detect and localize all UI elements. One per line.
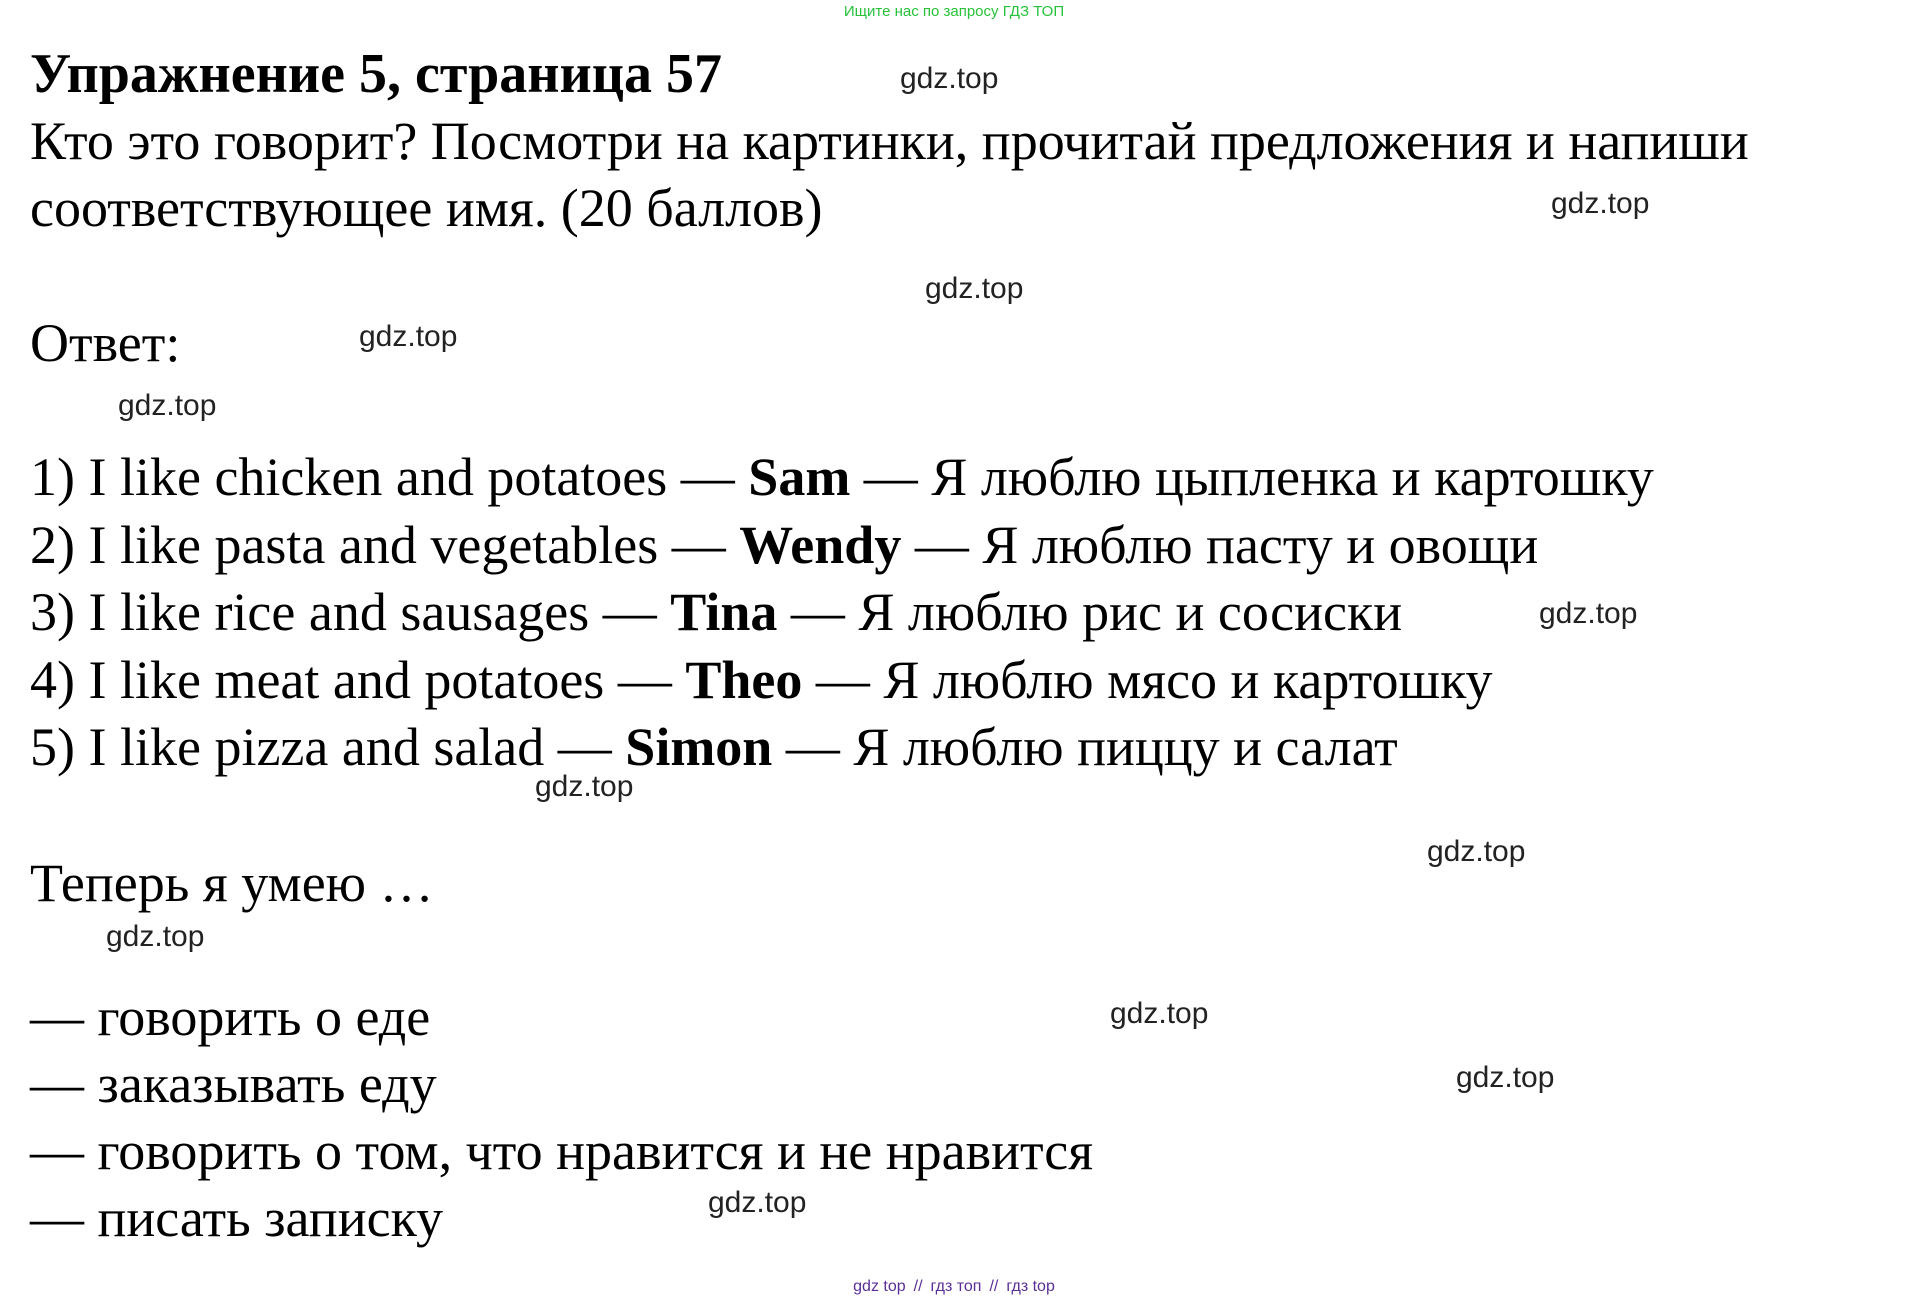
task-text — [30, 108, 1920, 242]
answer-item — [30, 579, 1654, 647]
answer-number: 3) — [30, 582, 75, 642]
watermark: gdz.top — [359, 320, 458, 353]
answer-dash: — — [790, 582, 845, 642]
answer-dash: — — [617, 649, 672, 710]
answer-label: Ответ: — [30, 313, 181, 373]
answer-english: I like rice and sausages — [88, 582, 590, 642]
answer-number: 2) — [30, 514, 75, 575]
answer-item — [30, 512, 1654, 580]
watermark: gdz.top — [900, 62, 999, 95]
bottom-banner-separator: // — [989, 1278, 999, 1295]
answer-russian: Я люблю пасту и овощи — [982, 514, 1539, 575]
answer-number: 5) — [30, 717, 75, 777]
answer-dash: — — [671, 514, 726, 575]
top-banner — [0, 3, 1918, 20]
skill-item: — писать записку — [30, 1188, 444, 1248]
answer-dash: — — [815, 649, 870, 710]
answer-english: I like meat and potatoes — [88, 649, 605, 710]
exercise-title: Упражнение 5, страница 57 — [30, 43, 723, 105]
answer-english: I like pizza and salad — [88, 717, 545, 777]
answer-number: 4) — [30, 649, 75, 710]
watermark: gdz.top — [535, 770, 634, 803]
answer-list — [30, 444, 1654, 782]
answer-dash: — — [914, 514, 969, 575]
watermark: gdz.top — [1551, 187, 1650, 220]
top-banner-text: Ищите нас по запросу ГДЗ ТОП — [843, 3, 1065, 20]
bottom-banner-part: гдз топ — [930, 1278, 982, 1295]
answer-name: Wendy — [739, 514, 902, 575]
watermark: gdz.top — [106, 920, 205, 953]
answer-dash: — — [863, 447, 918, 507]
answer-name: Simon — [625, 717, 773, 777]
answer-name: Theo — [685, 649, 803, 710]
task-line-1: Кто это говорит? Посмотри на картинки, прочитай предложения и напиши — [30, 111, 1749, 171]
bottom-banner-part: gdz top — [853, 1278, 906, 1295]
answer-dash: — — [557, 717, 612, 777]
bottom-banner-separator: // — [913, 1278, 923, 1295]
answer-russian: Я люблю рис и сосиски — [858, 582, 1403, 642]
skill-item: — заказывать еду — [30, 1054, 437, 1114]
skill-item: — говорить о еде — [30, 987, 431, 1047]
bottom-banner — [0, 1278, 1918, 1296]
watermark: gdz.top — [1110, 997, 1209, 1030]
watermark: gdz.top — [925, 272, 1024, 305]
answer-english: I like pasta and vegetables — [88, 514, 659, 575]
answer-russian: Я люблю цыпленка и картошку — [931, 447, 1654, 507]
answer-english: I like chicken and potatoes — [88, 447, 668, 507]
bottom-banner-part: гдз top — [1006, 1278, 1055, 1295]
answer-dash: — — [785, 717, 840, 777]
watermark: gdz.top — [1456, 1061, 1555, 1094]
answer-name: Sam — [748, 447, 851, 507]
answer-russian: Я люблю пиццу и салат — [853, 717, 1398, 777]
summary-label: Теперь я умею … — [30, 853, 434, 913]
answer-item — [30, 714, 1654, 782]
watermark: gdz.top — [1427, 835, 1526, 868]
answer-dash: — — [602, 582, 657, 642]
skill-item: — говорить о том, что нравится и не нравится — [30, 1121, 1094, 1181]
answer-russian: Я люблю мясо и картошку — [883, 649, 1493, 710]
answer-number: 1) — [30, 447, 75, 507]
watermark: gdz.top — [118, 389, 217, 422]
answer-dash: — — [680, 447, 735, 507]
watermark: gdz.top — [708, 1186, 807, 1219]
answer-item — [30, 444, 1654, 512]
watermark: gdz.top — [1539, 597, 1638, 630]
answer-name: Tina — [670, 582, 778, 642]
answer-item — [30, 647, 1654, 715]
task-line-2: соответствующее имя. (20 баллов) — [30, 178, 823, 238]
skills-list — [30, 984, 1093, 1252]
